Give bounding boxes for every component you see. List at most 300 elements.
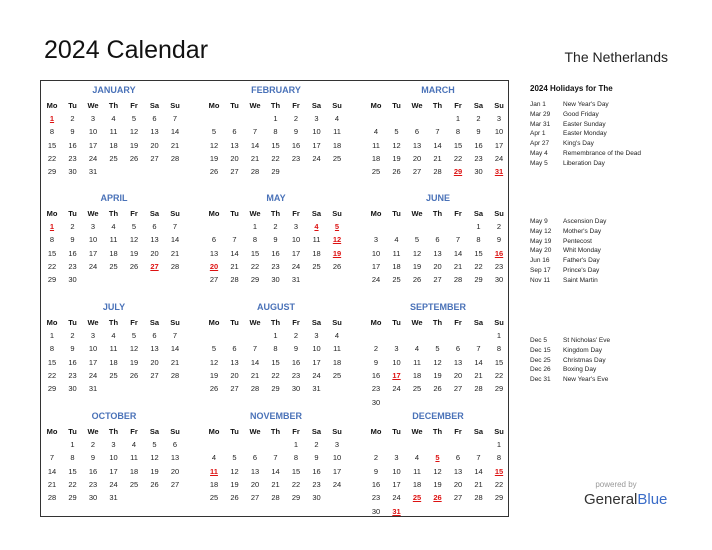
- day-cell: 23: [494, 261, 504, 271]
- day-cell: 8: [496, 344, 502, 354]
- day-cell: 1: [49, 114, 55, 123]
- day-cell: 8: [49, 235, 55, 245]
- weekday-label: We: [87, 427, 99, 436]
- weekday-label: Th: [270, 101, 281, 110]
- weekday-label: Sa: [149, 427, 160, 436]
- day-cell: 17: [88, 248, 98, 258]
- month-name: NOVEMBER: [249, 411, 302, 421]
- day-cell: 29: [47, 167, 57, 177]
- day-cell: 9: [496, 235, 502, 245]
- day-cell: 7: [172, 222, 178, 231]
- month-name: JULY: [102, 302, 126, 312]
- weekday-label: Su: [494, 101, 504, 110]
- holiday-name: New Year's Eve: [563, 376, 609, 384]
- weekday-label: Sa: [473, 101, 484, 110]
- day-cell: 9: [70, 235, 75, 245]
- day-cell: 12: [129, 344, 139, 354]
- day-cell: 10: [109, 453, 118, 463]
- day-cell: 17: [312, 140, 321, 150]
- day-cell: 18: [412, 370, 422, 380]
- day-cell: 5: [211, 344, 217, 354]
- day-cell: 15: [47, 357, 57, 367]
- day-cell: 29: [494, 493, 504, 503]
- weekday-label: Tu: [68, 101, 77, 110]
- holiday-date: Mar 31: [530, 120, 551, 128]
- day-cell: 9: [273, 235, 278, 245]
- weekday-label: Mo: [46, 318, 58, 327]
- day-cell: 8: [455, 127, 461, 137]
- day-cell: 13: [250, 466, 260, 476]
- day-cell: 23: [68, 370, 77, 380]
- day-cell: 27: [209, 275, 219, 285]
- day-cell: 7: [252, 127, 258, 137]
- month-may: [204, 189, 348, 297]
- day-cell: 14: [474, 466, 483, 476]
- month-name: FEBRUARY: [251, 85, 301, 95]
- day-cell: 2: [90, 440, 96, 449]
- day-cell: 1: [293, 440, 299, 449]
- weekday-label: We: [411, 209, 423, 218]
- weekday-label: Th: [108, 209, 119, 218]
- day-cell: 7: [252, 344, 258, 354]
- day-cell: 17: [291, 248, 301, 258]
- day-cell: 10: [494, 127, 504, 137]
- day-cell: 22: [271, 370, 280, 380]
- day-cell: 8: [252, 235, 258, 245]
- weekday-label: We: [87, 318, 99, 327]
- day-cell: 16: [88, 466, 98, 476]
- brand-logo: [584, 491, 667, 508]
- holiday-name: Pentecost: [563, 237, 592, 245]
- day-cell: 13: [150, 127, 159, 137]
- day-cell: 21: [170, 140, 180, 150]
- day-cell: 3: [90, 222, 96, 231]
- day-cell: 13: [150, 344, 159, 354]
- weekday-label: We: [249, 318, 261, 327]
- day-cell: 14: [433, 140, 442, 150]
- weekday-label: We: [411, 427, 423, 436]
- day-cell: 26: [129, 153, 139, 163]
- day-cell: 10: [392, 466, 401, 476]
- day-cell: 19: [392, 153, 401, 163]
- day-cell: 20: [453, 370, 463, 380]
- day-cell: 4: [211, 453, 217, 463]
- day-cell: 24: [88, 370, 98, 380]
- holiday-date: Mar 29: [530, 110, 551, 118]
- day-cell: 29: [271, 384, 280, 394]
- day-cell: 10: [312, 344, 321, 354]
- day-cell: 11: [333, 127, 341, 137]
- day-cell: 7: [49, 453, 55, 463]
- weekday-label: Fr: [454, 209, 462, 218]
- weekday-label: Th: [432, 209, 443, 218]
- day-cell: 24: [392, 384, 401, 394]
- holiday-date: Dec 31: [530, 376, 551, 384]
- day-cell: 22: [291, 479, 301, 489]
- day-cell: 9: [314, 453, 319, 463]
- day-cell: 12: [209, 140, 219, 150]
- day-cell: 29: [474, 275, 483, 285]
- holiday-name: Liberation Day: [563, 159, 605, 167]
- brand-text-blue: Blue: [637, 491, 668, 508]
- day-cell: 18: [392, 261, 401, 271]
- weekday-label: Fr: [130, 427, 138, 436]
- day-cell: 23: [291, 153, 301, 163]
- month-name: MARCH: [421, 85, 455, 95]
- day-cell: 26: [433, 493, 442, 503]
- day-cell: 2: [70, 222, 75, 231]
- day-cell: 3: [394, 344, 399, 354]
- weekday-label: Th: [270, 209, 281, 218]
- day-cell: 20: [230, 370, 239, 380]
- day-cell: 13: [453, 357, 463, 367]
- holiday-name: St Nicholas' Eve: [563, 337, 611, 344]
- day-cell: 25: [312, 261, 321, 271]
- day-cell: 8: [476, 235, 481, 245]
- day-cell: 26: [150, 479, 159, 489]
- day-cell: 22: [474, 261, 483, 271]
- day-cell: 9: [70, 127, 75, 137]
- day-cell: 3: [314, 331, 319, 340]
- holiday-date: Sep 17: [530, 266, 551, 274]
- day-cell: 25: [332, 153, 342, 163]
- weekday-label: Th: [432, 101, 443, 110]
- day-cell: 17: [88, 140, 98, 150]
- holiday-date: May 19: [530, 237, 552, 245]
- weekday-label: Su: [494, 427, 504, 436]
- day-cell: 27: [150, 370, 159, 380]
- day-cell: 18: [371, 153, 381, 163]
- day-cell: 7: [232, 235, 237, 245]
- day-cell: 24: [332, 479, 342, 489]
- weekday-label: Fr: [130, 318, 138, 327]
- day-cell: 21: [433, 153, 442, 163]
- day-cell: 15: [250, 248, 260, 258]
- day-cell: 16: [494, 248, 504, 258]
- day-cell: 14: [271, 466, 280, 476]
- day-cell: 15: [271, 357, 280, 367]
- weekday-label: Sa: [473, 209, 484, 218]
- day-cell: 24: [88, 261, 98, 271]
- day-cell: 1: [496, 440, 502, 449]
- day-cell: 21: [170, 248, 180, 258]
- day-cell: 6: [152, 331, 157, 340]
- day-cell: 4: [414, 453, 420, 463]
- day-cell: 11: [109, 127, 118, 137]
- weekday-label: Su: [494, 209, 504, 218]
- day-cell: 22: [494, 370, 504, 380]
- month-name: JUNE: [425, 193, 450, 203]
- day-cell: 22: [47, 370, 57, 380]
- day-cell: 1: [70, 440, 75, 449]
- day-cell: 8: [49, 344, 55, 354]
- month-june: [366, 189, 510, 297]
- weekday-label: Sa: [311, 101, 322, 110]
- day-cell: 20: [150, 357, 159, 367]
- day-cell: 4: [373, 127, 379, 137]
- day-cell: 24: [494, 153, 504, 163]
- day-cell: 7: [476, 453, 481, 463]
- day-cell: 6: [455, 344, 461, 354]
- holiday-date: Dec 5: [530, 337, 547, 344]
- day-cell: 19: [433, 370, 442, 380]
- day-cell: 30: [371, 397, 381, 407]
- weekday-label: Th: [270, 318, 281, 327]
- brand-text-general: General: [584, 491, 638, 508]
- day-cell: 6: [152, 222, 157, 231]
- day-cell: 26: [392, 167, 401, 177]
- day-cell: 17: [392, 370, 401, 380]
- day-cell: 29: [250, 275, 260, 285]
- day-cell: 6: [252, 453, 258, 463]
- day-cell: 10: [291, 235, 301, 245]
- day-cell: 30: [68, 384, 77, 394]
- day-cell: 27: [412, 167, 422, 177]
- day-cell: 13: [150, 235, 159, 245]
- month-december: [366, 407, 510, 515]
- holiday-name: New Year's Day: [563, 101, 609, 108]
- day-cell: 11: [130, 453, 138, 463]
- day-cell: 8: [49, 127, 55, 137]
- day-cell: 20: [453, 479, 463, 489]
- day-cell: 16: [312, 466, 321, 476]
- day-cell: 28: [433, 167, 442, 177]
- holiday-date: May 20: [530, 247, 552, 255]
- day-cell: 2: [496, 222, 502, 231]
- holidays-title: 2024 Holidays for The: [530, 84, 613, 93]
- month-february: [204, 81, 348, 189]
- day-cell: 14: [474, 357, 483, 367]
- day-cell: 15: [68, 466, 77, 476]
- day-cell: 12: [209, 357, 219, 367]
- day-cell: 19: [230, 479, 239, 489]
- day-cell: 5: [232, 453, 237, 463]
- day-cell: 1: [252, 222, 258, 231]
- holiday-name: Kingdom Day: [563, 346, 603, 354]
- day-cell: 24: [312, 370, 321, 380]
- weekday-label: Mo: [370, 318, 382, 327]
- day-cell: 23: [68, 153, 77, 163]
- day-cell: 10: [312, 127, 321, 137]
- day-cell: 28: [250, 167, 260, 177]
- weekday-label: Su: [170, 101, 180, 110]
- day-cell: 14: [250, 357, 260, 367]
- holiday-name: Remembrance of the Dead: [563, 149, 642, 157]
- day-cell: 21: [230, 261, 239, 271]
- day-cell: 14: [47, 466, 57, 476]
- day-cell: 28: [453, 275, 463, 285]
- day-cell: 28: [170, 153, 180, 163]
- day-cell: 5: [211, 127, 217, 137]
- day-cell: 4: [111, 222, 116, 231]
- day-cell: 2: [273, 222, 278, 231]
- day-cell: 7: [172, 114, 178, 123]
- month-september: [366, 298, 510, 406]
- day-cell: 22: [47, 153, 57, 163]
- day-cell: 13: [230, 357, 239, 367]
- month-name: OCTOBER: [91, 411, 137, 421]
- day-cell: 1: [273, 331, 278, 340]
- day-cell: 12: [392, 140, 401, 150]
- day-cell: 22: [47, 261, 57, 271]
- day-cell: 25: [371, 167, 381, 177]
- day-cell: 24: [88, 153, 98, 163]
- day-cell: 30: [68, 167, 77, 177]
- day-cell: 14: [250, 140, 260, 150]
- weekday-label: Th: [108, 318, 119, 327]
- day-cell: 8: [273, 127, 278, 137]
- day-cell: 15: [494, 357, 504, 367]
- weekday-label: Tu: [392, 209, 401, 218]
- day-cell: 29: [291, 493, 301, 503]
- day-cell: 16: [474, 140, 483, 150]
- day-cell: 10: [88, 127, 98, 137]
- day-cell: 19: [412, 261, 422, 271]
- day-cell: 13: [230, 140, 239, 150]
- calendar-grid: [40, 80, 509, 517]
- day-cell: 11: [392, 248, 401, 258]
- weekday-label: Mo: [46, 101, 58, 110]
- holiday-name: Whit Monday: [563, 247, 601, 255]
- day-cell: 30: [88, 493, 98, 503]
- day-cell: 29: [453, 167, 463, 177]
- weekday-label: Sa: [473, 318, 484, 327]
- weekday-label: Tu: [392, 101, 401, 110]
- weekday-label: Sa: [473, 427, 484, 436]
- day-cell: 1: [455, 114, 461, 123]
- holiday-name: Easter Monday: [563, 130, 607, 138]
- day-cell: 12: [433, 357, 442, 367]
- day-cell: 4: [111, 331, 116, 340]
- day-cell: 23: [88, 479, 98, 489]
- day-cell: 5: [414, 235, 420, 245]
- holiday-name: Prince's Day: [563, 266, 600, 274]
- day-cell: 24: [371, 275, 381, 285]
- weekday-label: Mo: [208, 318, 220, 327]
- day-cell: 8: [70, 453, 75, 463]
- day-cell: 11: [210, 466, 218, 476]
- day-cell: 26: [433, 384, 442, 394]
- day-cell: 10: [371, 248, 381, 258]
- day-cell: 24: [312, 153, 321, 163]
- weekday-label: Fr: [130, 209, 138, 218]
- month-march: [366, 81, 510, 189]
- weekday-label: Mo: [370, 101, 382, 110]
- day-cell: 6: [455, 453, 461, 463]
- day-cell: 16: [291, 140, 301, 150]
- day-cell: 14: [230, 248, 239, 258]
- day-cell: 30: [371, 506, 381, 516]
- day-cell: 3: [90, 114, 96, 123]
- day-cell: 12: [412, 248, 422, 258]
- day-cell: 7: [273, 453, 278, 463]
- weekday-label: Su: [170, 427, 180, 436]
- weekday-label: We: [249, 427, 261, 436]
- weekday-label: Sa: [149, 101, 160, 110]
- day-cell: 14: [170, 344, 180, 354]
- holiday-name: Christmas Day: [563, 356, 606, 364]
- day-cell: 14: [170, 235, 180, 245]
- holiday-date: Apr 27: [530, 140, 550, 148]
- day-cell: 20: [150, 248, 159, 258]
- weekday-label: Sa: [311, 318, 322, 327]
- day-cell: 21: [474, 479, 483, 489]
- holiday-name: Boxing Day: [563, 366, 597, 374]
- day-cell: 27: [230, 384, 239, 394]
- day-cell: 18: [109, 357, 118, 367]
- day-cell: 13: [412, 140, 422, 150]
- day-cell: 25: [109, 261, 118, 271]
- day-cell: 15: [47, 248, 57, 258]
- day-cell: 25: [109, 153, 118, 163]
- day-cell: 13: [209, 248, 219, 258]
- day-cell: 23: [371, 493, 381, 503]
- day-cell: 16: [291, 357, 301, 367]
- day-cell: 15: [47, 140, 57, 150]
- day-cell: 2: [70, 331, 75, 340]
- day-cell: 31: [88, 167, 98, 177]
- day-cell: 13: [453, 466, 463, 476]
- weekday-label: Su: [170, 209, 180, 218]
- month-october: [42, 407, 186, 515]
- day-cell: 11: [333, 344, 341, 354]
- day-cell: 31: [291, 275, 301, 285]
- day-cell: 4: [334, 331, 340, 340]
- weekday-label: We: [87, 101, 99, 110]
- day-cell: 4: [394, 235, 399, 245]
- day-cell: 19: [332, 248, 342, 258]
- page-title: 2024 Calendar: [44, 36, 209, 64]
- day-cell: 15: [494, 466, 504, 476]
- day-cell: 12: [129, 127, 139, 137]
- day-cell: 27: [433, 275, 442, 285]
- day-cell: 7: [476, 344, 481, 354]
- day-cell: 25: [412, 384, 422, 394]
- day-cell: 27: [453, 493, 463, 503]
- day-cell: 20: [433, 261, 442, 271]
- month-name: JANUARY: [92, 85, 136, 95]
- holiday-date: May 12: [530, 227, 552, 235]
- day-cell: 26: [129, 261, 139, 271]
- day-cell: 28: [271, 493, 280, 503]
- weekday-label: We: [249, 101, 261, 110]
- holiday-date: Dec 25: [530, 356, 551, 364]
- day-cell: 27: [150, 261, 159, 271]
- day-cell: 30: [271, 275, 280, 285]
- day-cell: 17: [312, 357, 321, 367]
- weekday-label: Fr: [292, 318, 300, 327]
- day-cell: 28: [47, 493, 57, 503]
- weekday-label: Sa: [311, 427, 322, 436]
- day-cell: 19: [129, 248, 139, 258]
- day-cell: 4: [131, 440, 137, 449]
- weekday-label: Mo: [208, 101, 220, 110]
- holiday-date: May 5: [530, 159, 548, 167]
- day-cell: 1: [49, 331, 55, 340]
- day-cell: 3: [90, 331, 96, 340]
- day-cell: 23: [371, 384, 381, 394]
- day-cell: 10: [88, 235, 98, 245]
- day-cell: 27: [250, 493, 260, 503]
- weekday-label: Sa: [149, 318, 160, 327]
- day-cell: 19: [209, 370, 219, 380]
- day-cell: 31: [392, 506, 401, 516]
- day-cell: 9: [373, 357, 379, 367]
- month-january: [42, 81, 186, 189]
- day-cell: 23: [271, 261, 280, 271]
- day-cell: 9: [293, 127, 299, 137]
- weekday-label: Tu: [230, 427, 239, 436]
